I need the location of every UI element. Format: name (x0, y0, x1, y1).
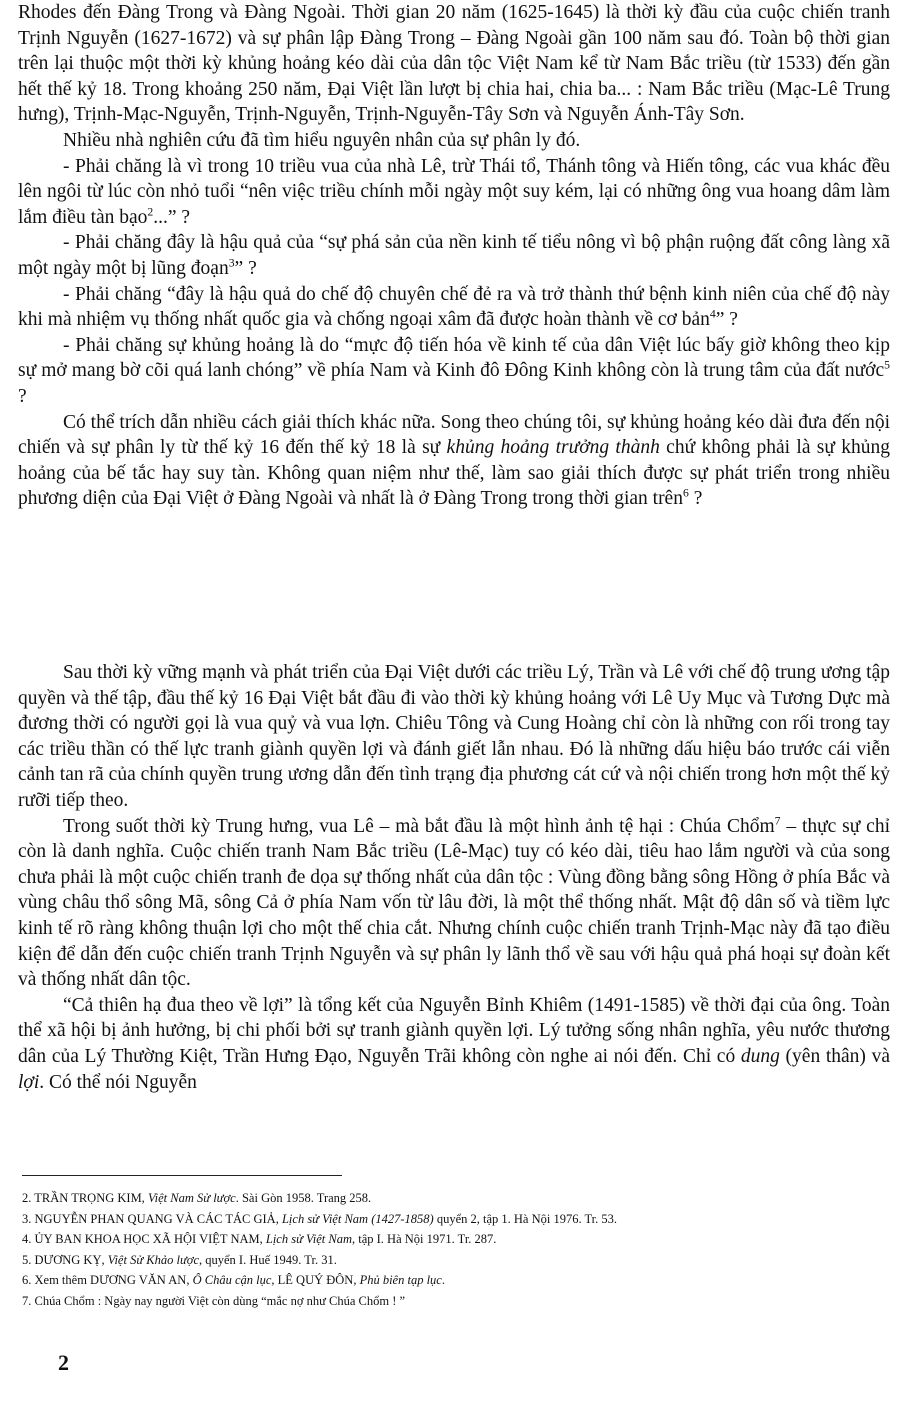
paragraph-question-1: - Phải chăng là vì trong 10 triều vua của nhà Lê, trừ Thái tổ, Thánh tông và Hiến tông, các vua khác đều lên ngôi từ lúc còn nhỏ tuổi “nên việc triều chính mỗi ngày một suy kém, lại có những ông vua hoang dâm làm lắm điều tàn bạo$^2$...” ? (18, 155, 890, 228)
footnote-ref: 7 (774, 814, 781, 828)
page-number: 2 (58, 1350, 69, 1375)
text-block-history (18, 660, 890, 1095)
paragraph-question-4: - Phải chăng sự khủng hoảng là do “mực độ tiến hóa về kinh tế của dân Việt lúc bấy giờ không theo kịp sự mở mang bờ cõi quá lanh chóng” về phía Nam và Kinh đô Đông Kinh không còn là trung tâm của đất nước$^5$ ? (18, 334, 890, 407)
paragraph-question-3: - Phải chăng “đây là hậu quả do chế độ chuyên chế đẻ ra và trở thành thứ bệnh kinh niên của chế độ này khi mà nhiệm vụ thống nhất quốc gia và chống ngoại xâm đã được hoàn thành về cơ bản$^4$” ? (18, 283, 890, 331)
footnote-5: 5. DƯƠNG KỴ, Việt Sử Khảo lược, quyển I. Huế 1949. Tr. 31. (22, 1252, 337, 1267)
footnote-4: 4. ỦY BAN KHOA HỌC XÃ HỘI VIỆT NAM, Lịch sử Việt Nam, tập I. Hà Nội 1971. Tr. 287. (22, 1232, 497, 1247)
paragraph-conclusion: Có thể trích dẫn nhiều cách giải thích khác nữa. Song theo chúng tôi, sự khủng hoảng kéo dài đưa đến nội chiến và sự phân ly từ thế kỷ 16 đến thế kỷ 18 là sự khủng hoảng trưởng thành chứ không phải là sự khủng hoảng của bế tắc hay suy tàn. Không quan niệm như thế, làm sao giải thích được sự phát triển trong nhiều phương diện của Đại Việt ở Đàng Ngoài và nhất là ở Đàng Trong trong thời gian trên$^6$ ? (18, 411, 890, 510)
footnote-ref: 5 (884, 358, 890, 372)
footnotes (22, 1188, 892, 1312)
footnote-ref: 3 (228, 256, 235, 270)
paragraph-nguyen-binh-khiem: “Cả thiên hạ đua theo về lợi” là tổng kết của Nguyễn Bỉnh Khiêm (1491-1585) về thời đại của ông. Toàn thể xã hội bị ảnh hưởng, bị chi phối bởi sự tranh giành quyền lợi. Lý tưởng sống nhân nghĩa, yêu nước thương dân của Lý Thường Kiệt, Trần Hưng Đạo, Nguyễn Trãi không còn nghe ai nói đến. Chỉ có dung (yên thân) và lợi. Có thể nói Nguyễn (18, 994, 890, 1093)
footnote-divider (22, 1175, 342, 1176)
footnote-ref: 2 (147, 205, 154, 219)
paragraph-trung-hung: Trong suốt thời kỳ Trung hưng, vua Lê – mà bắt đầu là một hình ảnh tệ hại : Chúa Chổm$^7$ – thực sự chỉ còn là danh nghĩa. Cuộc chiến tranh Nam Bắc triều (Lê-Mạc) tuy có kéo dài, tiêu hao lắm người và của song chưa phải là một cuộc chiến tranh đe dọa sự thống nhất của dân tộc : Vùng đồng bằng sông Hồng ở phía Bắc và vùng châu thổ sông Mã, sông Cả ở phía Nam vốn từ lâu đời, là một thể thống nhất. Mật độ dân số và tiềm lực kinh tế rõ ràng không thuận lợi cho một thế chia cắt. Nhưng chính cuộc chiến tranh Trịnh-Mạc này đã tạo điều kiện để dẫn đến cuộc chiến tranh Trịnh Nguyễn và sự phân ly lãnh thổ về sau với hậu quả phá hoại sự đoàn kết và thống nhất dân tộc. (18, 814, 891, 991)
paragraph-dynasties: Sau thời kỳ vững mạnh và phát triển của Đại Việt dưới các triều Lý, Trần và Lê với chế độ trung ương tập quyền và thế tập, đầu thế kỷ 16 Đại Việt bắt đầu đi vào thời kỳ khủng hoảng với Lê Uy Mục và Tương Dực mà đương thời có người gọi là vua quỷ và vua lợn. Chiêu Tông và Cung Hoàng chỉ còn là những con rối trong tay các triều thần có thế lực tranh giành quyền lợi và đánh giết lẫn nhau. Đó là những dấu hiệu báo trước cái viễn cảnh tan rã của chính quyền trung ương dẫn đến tình trạng địa phương cát cứ và nội chiến trong hơn một thế kỷ rưỡi tiếp theo. (18, 662, 890, 811)
paragraph-intro: Rhodes đến Đàng Trong và Đàng Ngoài. Thời gian 20 năm (1625-1645) là thời kỳ đầu của cuộc chiến tranh Trịnh Nguyễn (1627-1672) và sự phân lập Đàng Trong – Đàng Ngoài gần 100 năm sau đó. Toàn bộ thời gian trên lại thuộc một thời kỳ khủng hoảng kéo dài của dân tộc Việt Nam kể từ Nam Bắc triều (từ 1533) đến gần hết thế kỷ 18. Trong khoảng 250 năm, Đại Việt lần lượt bị chia hai, chia ba... : Nam Bắc triều (Mạc-Lê Trung hưng), Trịnh-Mạc-Nguyễn, Trịnh-Nguyễn, Trịnh-Nguyễn-Tây Sơn và Nguyễn Ánh-Tây Sơn. (18, 2, 890, 126)
footnote-7: 7. Chúa Chổm : Ngày nay người Việt còn dùng “mắc nợ như Chúa Chổm ! ” (22, 1293, 406, 1308)
paragraph-question-2: - Phải chăng đây là hậu quả của “sự phá sản của nền kinh tế tiểu nông vì bộ phận ruộng đất công làng xã một ngày một bị lũng đoạn$^3$” ? (18, 232, 890, 279)
paragraph-research: Nhiều nhà nghiên cứu đã tìm hiểu nguyên nhân của sự phân ly đó. (63, 129, 581, 151)
footnote-3: 3. NGUYỄN PHAN QUANG VÀ CÁC TÁC GIẢ, Lịch sử Việt Nam (1427-1858) quyển 2, tập 1. Hà Nội 1976. Tr. 53. (22, 1211, 618, 1226)
footnote-ref: 4 (709, 307, 716, 321)
footnote-2: 2. TRẦN TRỌNG KIM, Việt Nam Sử lược. Sài Gòn 1958. Trang 258. (22, 1191, 372, 1205)
footnote-ref: 6 (682, 486, 689, 500)
footnote-6: 6. Xem thêm DƯƠNG VĂN AN, Ô Châu cận lục, LÊ QUÝ ĐÔN, Phủ biên tạp lục. (22, 1273, 445, 1288)
text-block-causes (18, 0, 890, 512)
